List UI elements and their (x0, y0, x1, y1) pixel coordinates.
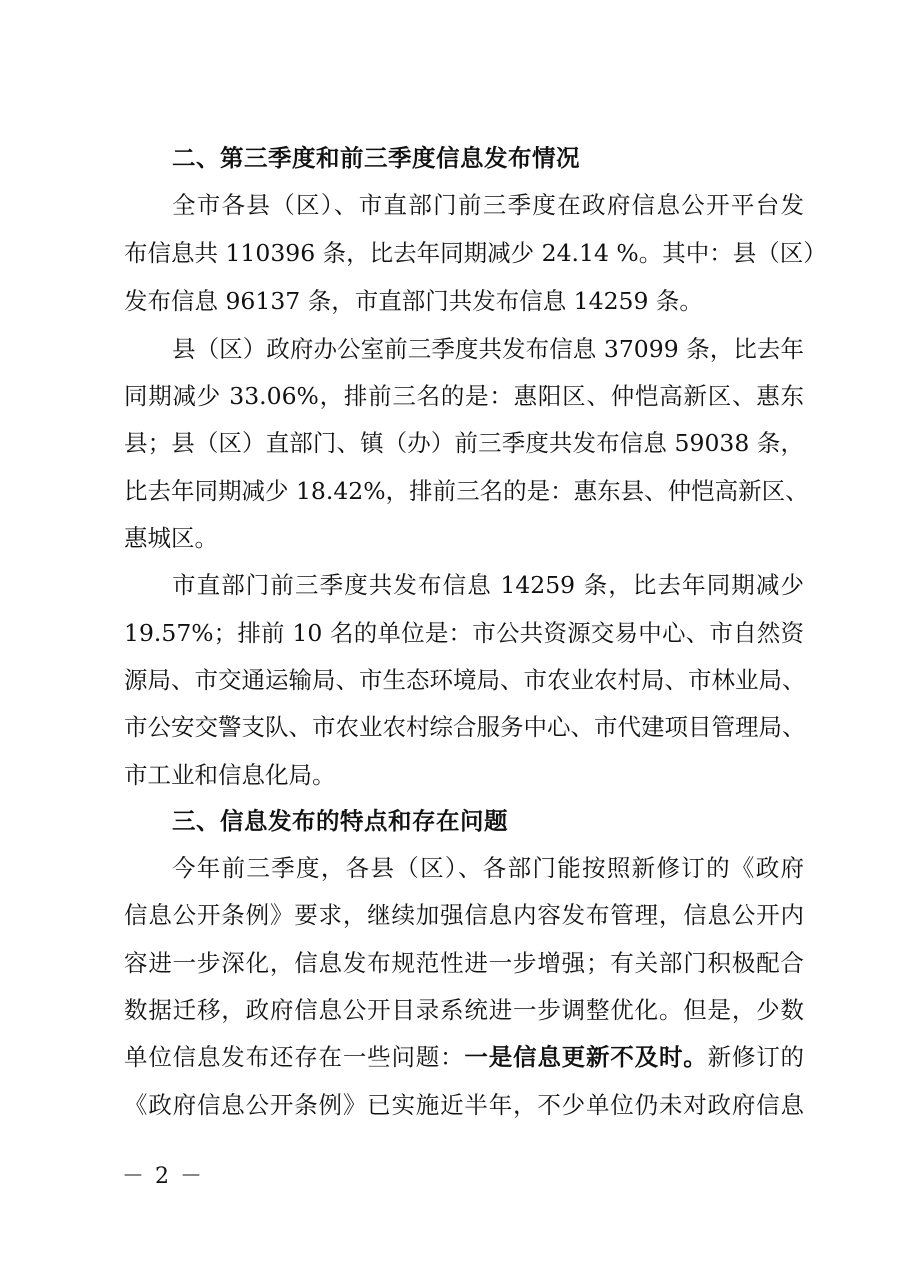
paragraph-line-mixed (124, 1042, 804, 1072)
paragraph-line: 今年前三季度，各县（区）、各部门能按照新修订的《政府 (172, 854, 804, 882)
paragraph-line: 发布信息 96137 条，市直部门共发布信息 14259 条。 (124, 287, 703, 315)
paragraph-line: 信息公开条例》要求，继续加强信息内容发布管理，信息公开内 (124, 901, 804, 929)
paragraph-line: 比去年同期减少 18.42%，排前三名的是：惠东县、仲恺高新区、 (124, 477, 809, 505)
paragraph-line: 源局、市交通运输局、市生态环境局、市农业农村局、市林业局、 (124, 666, 806, 694)
paragraph-line: 县（区）政府办公室前三季度共发布信息 37099 条，比去年 (172, 335, 804, 363)
line-text: 新修订的 (707, 1043, 805, 1071)
paragraph-line: 惠城区。 (124, 524, 218, 552)
paragraph-line: 市工业和信息化局。 (124, 761, 336, 789)
bold-emphasis: 一是信息更新不及时。 (464, 1043, 708, 1071)
section-heading-3: 三、信息发布的特点和存在问题 (172, 807, 508, 835)
paragraph-line: 市直部门前三季度共发布信息 14259 条，比去年同期减少 (172, 571, 804, 599)
line-text: 单位信息发布还存在一些问题： (124, 1043, 465, 1071)
paragraph-line: 全市各县（区）、市直部门前三季度在政府信息公开平台发 (172, 191, 804, 219)
page-number: － 2 － (122, 1164, 204, 1189)
paragraph-line: 19.57%；排前 10 名的单位是：市公共资源交易中心、市自然资 (124, 619, 804, 647)
paragraph-line: 市公安交警支队、市农业农村综合服务中心、市代建项目管理局、 (124, 713, 806, 741)
paragraph-line: 《政府信息公开条例》已实施近半年，不少单位仍未对政府信息 (124, 1091, 804, 1119)
paragraph-line: 数据迁移，政府信息公开目录系统进一步调整优化。但是，少数 (124, 996, 804, 1024)
section-heading-2: 二、第三季度和前三季度信息发布情况 (172, 144, 580, 172)
paragraph-line: 容进一步深化，信息发布规范性进一步增强；有关部门积极配合 (124, 949, 804, 977)
paragraph-line: 布信息共 110396 条，比去年同期减少 24.14 %。其中：县（区） (124, 239, 827, 267)
paragraph-line: 县；县（区）直部门、镇（办）前三季度共发布信息 59038 条， (124, 429, 804, 457)
paragraph-line: 同期减少 33.06%，排前三名的是：惠阳区、仲恺高新区、惠东 (124, 382, 804, 410)
